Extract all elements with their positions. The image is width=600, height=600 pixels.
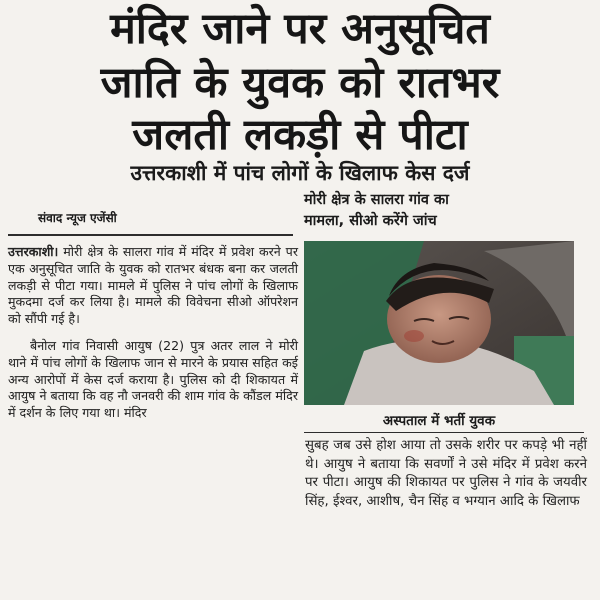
headline-line-1: मंदिर जाने पर अनुसूचित	[110, 4, 490, 54]
headline-line-3: जलती लकड़ी से पीटा	[132, 110, 468, 160]
dateline: उत्तरकाशी।	[8, 244, 59, 259]
headline-line-2: जाति के युवक को रातभर	[100, 58, 500, 108]
injured-youth-photo	[304, 241, 574, 405]
article-paragraph-1	[8, 244, 298, 328]
news-agency-byline: संवाद न्यूज एजेंसी	[38, 211, 117, 225]
article-left-column	[8, 244, 298, 430]
photo-caption: अस्पताल में भर्ती युवक	[382, 413, 496, 429]
article-right-column	[305, 437, 587, 511]
article-paragraph-1-text: मोरी क्षेत्र के सालरा गांव में मंदिर में प्रवेश करने पर एक अनुसूचित जाति के युवक को रातभर बंधक बना कर जलती लकड़ी से पीटा गया। मामले में पुलिस ने पांच लोगों के खिलाफ मुकदमा दर्ज कर लिया है। मामले की विवेचना सीओ ऑपरेशन को सौंपी गई है।	[8, 244, 298, 327]
photo-caption-divider	[304, 432, 584, 433]
news-photo	[304, 241, 574, 405]
side-caption-line-2: मामला, सीओ करेंगे जांच	[304, 213, 437, 230]
article-paragraph-2: बैनोल गांव निवासी आयुष (22) पुत्र अतर लाल ने मोरी थाने में पांच लोगों के खिलाफ जान से मारने के प्रयास सहित कई अन्य आरोपों में केस दर्ज कराया है। पुलिस को दी शिकायत में आयुष ने बताया कि वह नौ जनवरी की शाम गांव के कौंडल मंदिर में दर्शन के लिए गया था। मंदिर	[8, 337, 298, 421]
side-caption	[304, 190, 584, 232]
side-caption-line-1: मोरी क्षेत्र के सालरा गांव का	[304, 192, 449, 208]
byline-divider	[8, 234, 293, 236]
subheadline: उत्तरकाशी में पांच लोगों के खिलाफ केस दर्ज	[130, 161, 470, 185]
article-paragraph-3: सुबह जब उसे होश आया तो उसके शरीर पर कपड़े भी नहीं थे। आयुष ने बताया कि सवर्णों ने उसे मंदिर में प्रवेश करने पर पीटा। आयुष की शिकायत पर पुलिस ने गांव के जयवीर सिंह, ईश्वर, आशीष, चैन सिंह व भग्यान आदि के खिलाफ	[305, 438, 587, 509]
